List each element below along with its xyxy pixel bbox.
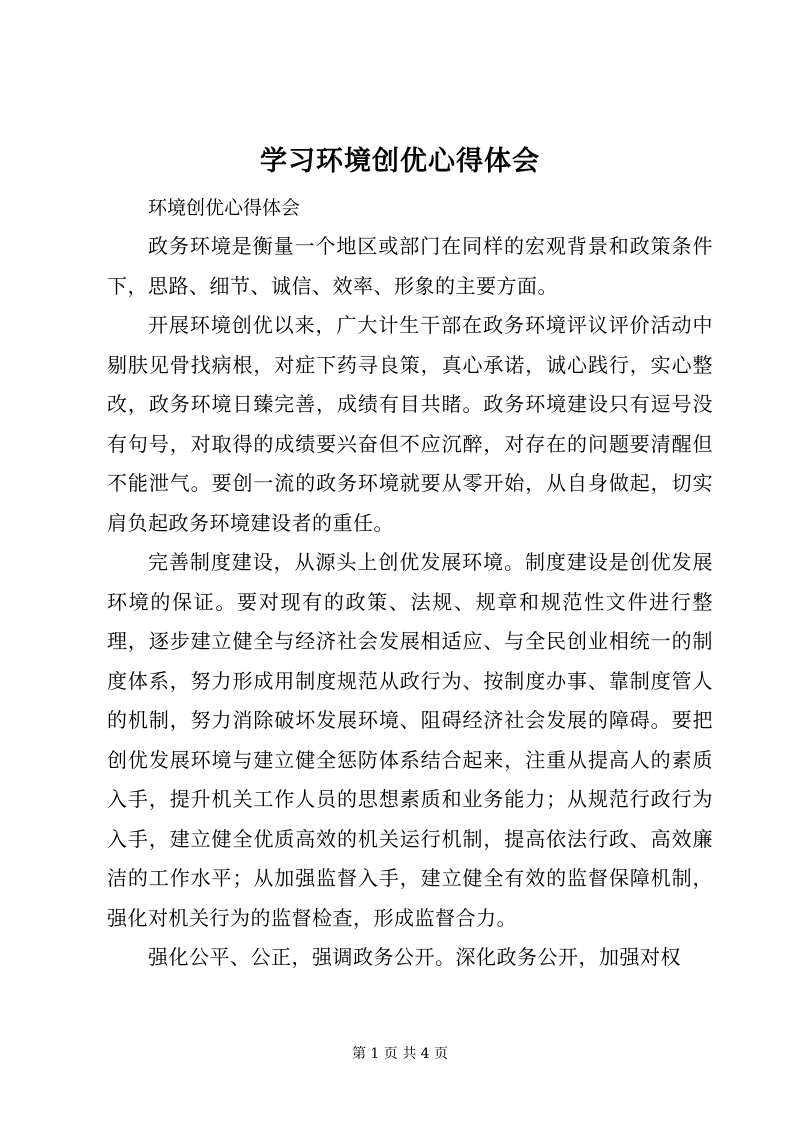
paragraph-4: 强化公平、公正，强调政务公开。深化政务公开，加强对权 — [148, 945, 681, 969]
paragraph-2: 开展环境创优以来，广大计生干部在政务环境评议评价活动中剔肤见骨找病根，对症下药寻良策，真心承诺，诚心践行，实心整改，政务环境日臻完善，成绩有目共睹。政务环境建设只有逗号没有句号，对取得的成绩要兴奋但不应沉醉，对存在的问题要清醒但不能泄气。要创一流的政务环境就要从零开始，从自身做起，切实肩负起政务环境建设者的重任。 — [107, 313, 713, 535]
paragraph-3: 完善制度建设，从源头上创优发展环境。制度建设是创优发展环境的保证。要对现有的政策、法规、规章和规范性文件进行整理，逐步建立健全与经济社会发展相适应、与全民创业相统一的制度体系，努力形成用制度规范从政行为、按制度办事、靠制度管人的机制，努力消除破坏发展环境、阻碍经济社会发展的障碍。要把创优发展环境与建立健全惩防体系结合起来，注重从提高人的素质入手，提升机关工作人员的思想素质和业务能力；从规范行政行为入手，建立健全优质高效的机关运行机制，提高依法行政、高效廉洁的工作水平；从加强监督入手，建立健全有效的监督保障机制，强化对机关行为的监督检查，形成监督合力。 — [107, 550, 713, 930]
paragraph-1: 政务环境是衡量一个地区或部门在同样的宏观背景和政策条件下，思路、细节、诚信、效率、形象的主要方面。 — [107, 234, 713, 298]
document-body — [107, 189, 713, 978]
document-subtitle: 环境创优心得体会 — [148, 197, 301, 219]
page-footer: 第 1 页 共 4 页 — [351, 1046, 449, 1062]
document-title: 学习环境创优心得体会 — [260, 146, 540, 177]
